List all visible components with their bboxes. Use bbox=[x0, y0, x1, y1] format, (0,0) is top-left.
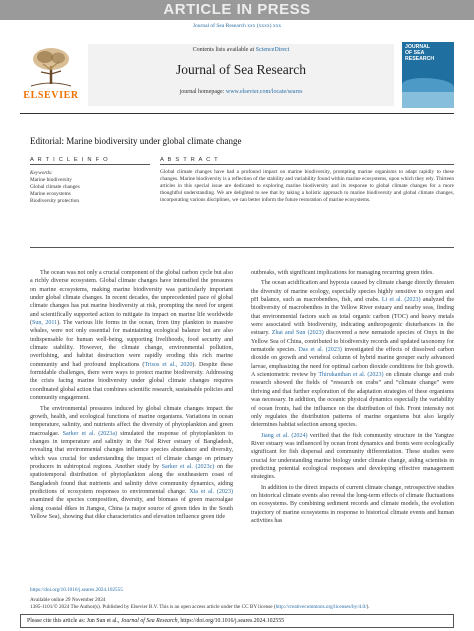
license-line bbox=[30, 604, 370, 610]
body-text: simulated the response of phytoplankton to changes in temperature and salinity in the Naf River estuary of Bangladesh, revealing that environmental changes influence species abundance and diversity, which was crucial for understanding the impact of climate change on primary producers in subtropical regions. Another study by bbox=[30, 430, 234, 470]
divider bbox=[30, 164, 150, 165]
divider bbox=[160, 164, 454, 165]
body-text: outbreaks, with significant implications for managing recurring green tides. bbox=[251, 270, 434, 276]
license-link[interactable]: http://creativecommons.org/licenses/by/4.0/ bbox=[275, 604, 367, 610]
body-text: investigated the effects of dissolved carbon dioxide on growth and vertebral column of hybrid marine grouper early advanced larvae, emphasizing the need for optimal carbon dioxide conditions for fish growth. A scientometric review by bbox=[251, 347, 454, 379]
citation-link[interactable]: Xia et al. (2023) bbox=[189, 488, 233, 495]
body-text: examined the species composition, diversity, and biomass of green macroalgae along coastal dikes in Jiangsu, China (a major source of green tides in the South Yellow Sea), showing that dike characteristics and elevation influence green tide bbox=[30, 497, 233, 520]
body-paragraph bbox=[251, 484, 454, 526]
citation-link[interactable]: Das et al. (2023) bbox=[298, 347, 342, 354]
cover-title: JOURNAL OF SEA RESEARCH bbox=[405, 44, 435, 62]
citation-prefix: Please cite this article as: Jun Sun et al., bbox=[27, 618, 121, 624]
homepage-line bbox=[88, 89, 394, 95]
journal-cover-thumbnail bbox=[402, 42, 454, 108]
body-text: The ocean acidification and hypoxia caused by climate change directly threaten the diversity of marine ecology, especially species highly sensitive to oxygen and pH balance, such as macrobenthos, fish, and crabs. bbox=[251, 280, 454, 304]
elsevier-logo bbox=[20, 44, 82, 106]
keyword: Marine ecosystems bbox=[30, 190, 71, 197]
citation-link[interactable]: Sarker et al. (2023c) bbox=[161, 463, 215, 470]
citation-link[interactable]: Li et al. (2023) bbox=[381, 297, 421, 304]
keywords-label: Keywords: bbox=[30, 170, 53, 176]
citation-link[interactable]: Trisos et al., 2020 bbox=[144, 361, 193, 368]
license-text: 1385-1101/© 2024 The Author(s). Published by Elsevier B.V. This is an open access article under the CC BY license ( bbox=[30, 604, 276, 610]
divider bbox=[30, 247, 454, 248]
body-paragraph bbox=[251, 432, 454, 482]
doi-link[interactable]: https://doi.org/10.1016/j.seares.2024.102555 bbox=[30, 587, 123, 593]
body-column-left bbox=[30, 269, 233, 523]
keyword: Global climate changes bbox=[30, 183, 80, 190]
body-text: on climate change and crab research showed the fields of “research on crabs” and “climate change” were thriving and that further exploration of the adaptation strategies of these organisms was necessary. In addition, the oceanic physical dynamics especially the variability of ocean fronts, had the influence on the distribution of fish. Front intensity not only regulates the distribution patterns of marine organisms but also largely determines habitat selection among species. bbox=[251, 372, 454, 429]
body-text: verified that the fish community structure in the Yangtze River estuary was influenced by ocean front dynamics and fronts were ecologically significant for fish dispersal and community differentiation. These studies were crucial for understanding marine biology under climate change, aiding scientists in predicting potential ecological responses and developing effective management strategies. bbox=[251, 432, 454, 481]
body-text: ). The various life forms in the ocean, from tiny plankton to massive whales, were not only essential for maintaining ecological balance but are also indispensable for human well-being, supporting livelihoods, food security and climate stability. However, the climate change, environmental pollution, overfishing, and habitat destruction were rapidly eroding this rich marine community and had profound implications ( bbox=[30, 320, 233, 368]
body-paragraph bbox=[30, 269, 233, 403]
cover-wave bbox=[402, 92, 454, 108]
body-text: discovered a new nematode species of Onyx in the Yellow Sea of China, contributed to biodiversity records and updated taxonomy for nematode species. bbox=[251, 330, 454, 354]
journal-header-box bbox=[88, 44, 394, 106]
citation-link[interactable]: Thirukanthan et al. (2023) bbox=[318, 372, 384, 379]
body-text: analyzed the biodiversity of macrobenthos in the Yellow River estuary and nearby seas, finding that environmental factors such as total organic carbon (TOC) and heavy metals were associated with biodiversity, indicating anthropogenic disturbances in the estuary. bbox=[251, 297, 455, 337]
journal-title: Journal of Sea Research bbox=[175, 62, 307, 77]
citation-link[interactable]: Sun, 2011 bbox=[32, 320, 58, 327]
sciencedirect-link[interactable]: ScienceDirect bbox=[255, 47, 290, 53]
available-online: Available online 29 November 2024 bbox=[30, 597, 106, 603]
contents-line bbox=[88, 47, 394, 53]
citation-link[interactable]: Sarker et al. (2023a) bbox=[62, 430, 118, 437]
body-text: The environmental pressures induced by global climate changes impact the growth, health, and ecological functions of marine organisms. Variations in ocean temperature, salinity, and nutrients affect the diversity of phytoplankton and green macroalgae. bbox=[30, 405, 233, 437]
body-text: In addition to the direct impacts of current climate change, retrospective studies on historical climate events also reveal the long-term effects of climate fluctuations on ecosystems. By combining sediment records and climate models, the evolution trajectory of marine ecosystems in response to historical climate events and human activities has bbox=[251, 484, 454, 524]
abstract-heading: A B S T R A C T bbox=[160, 157, 219, 163]
masthead bbox=[20, 42, 454, 114]
keyword: Biodiversity protection bbox=[30, 197, 79, 204]
license-suffix: ). bbox=[366, 604, 370, 610]
abstract-text: Global climate changes have had a profound impact on marine biodiversity, prompting marine organisms to adapt rapidly to these changes. Marine biodiversity is a reflection of the stability and variability found within marine ecosystems, upon which they rely. Thirteen articles in this special issue are dedicated to exploring marine biodiversity and its response to global climate changes for a more thoughtful understanding. We are delighted to see that by taking a holistic approach to marine biodiversity and global climate changes, incorporating various disciplines, we can better inform the future restoration of marine ecosystems. bbox=[160, 169, 454, 203]
citation-suffix: , https://doi.org/10.1016/j.seares.2024.102555 bbox=[177, 618, 285, 624]
body-text: on the spatiotemporal distribution of phytoplankton along the southeastern coast of Bangladesh found that nutrients and salinity drive community dynamics, aiding predictions of ecosystem responses to environmental change. bbox=[30, 463, 233, 495]
elsevier-tree-icon bbox=[25, 44, 77, 88]
body-column-right bbox=[251, 269, 454, 527]
journal-reference: Journal of Sea Research xxx (xxxx) xxx bbox=[192, 23, 282, 29]
citation-link[interactable]: Zhai and Sun (2023) bbox=[271, 330, 324, 337]
body-paragraph bbox=[251, 269, 454, 277]
homepage-link[interactable]: www.elsevier.com/locate/seares bbox=[225, 89, 303, 95]
body-paragraph bbox=[30, 405, 233, 522]
body-text: ). Despite these formidable challenges, there were ways to protect marine biodiversity. Addressing the crisis facing marine biodiversity under global climate changes requires coordinated global action that combines scientific research, sustainable policies and community engagement. bbox=[30, 361, 233, 402]
article-info-heading: A R T I C L E I N F O bbox=[30, 157, 109, 163]
article-title: Editorial: Marine biodiversity under global climate change bbox=[30, 136, 242, 146]
article-in-press-banner: ARTICLE IN PRESS bbox=[0, 0, 474, 20]
citation-journal: Journal of Sea Research bbox=[120, 618, 178, 624]
homepage-prefix: journal homepage: bbox=[179, 89, 225, 95]
body-text: The ocean was not only a crucial component of the global carbon cycle but also a richly diverse ecosystem. Global climate changes have intensified the pressures on marine ecosystems, making marine biodiversity was particularly important under global climate changes. In recent decades, the unprecedented pace of global climate changes has put marine biodiversity at risk, prompting the need for urgent and scientifically supported action to mitigate its impact on marine life worldwide ( bbox=[30, 270, 233, 327]
citation-link[interactable]: Jiang et al. (2024) bbox=[261, 432, 308, 439]
elsevier-wordmark: ELSEVIER bbox=[23, 90, 79, 101]
keyword: Marine biodiversity bbox=[30, 176, 72, 183]
body-paragraph bbox=[251, 279, 454, 429]
keywords-block bbox=[30, 170, 150, 204]
citation-box bbox=[20, 614, 454, 628]
contents-prefix: Contents lists available at bbox=[192, 47, 255, 53]
